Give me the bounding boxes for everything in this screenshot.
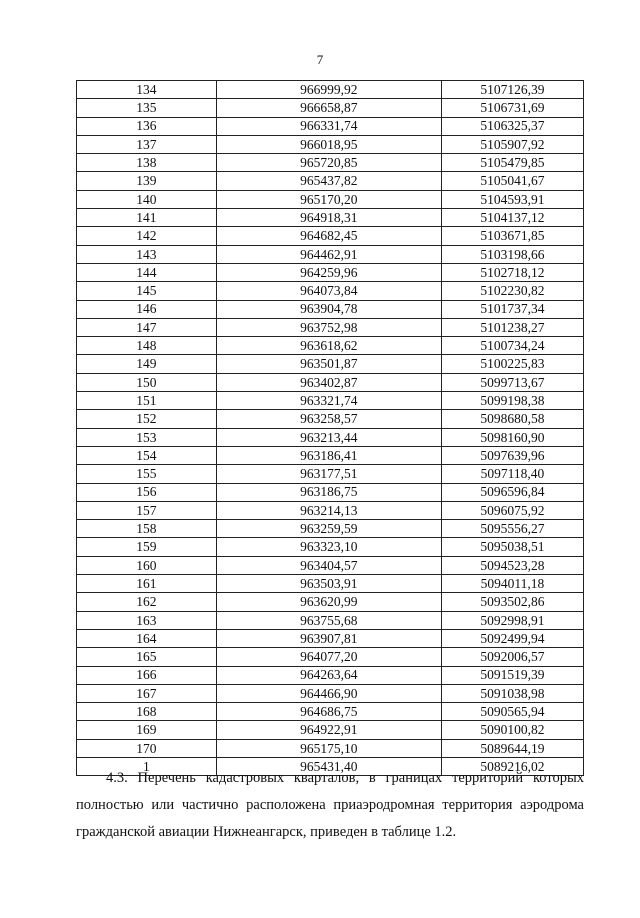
y-coordinate-cell: 5090565,94	[441, 703, 583, 721]
y-coordinate-cell: 5093502,86	[441, 593, 583, 611]
x-coordinate-cell: 963755,68	[216, 611, 441, 629]
y-coordinate-cell: 5089644,19	[441, 739, 583, 757]
point-number-cell: 153	[77, 428, 217, 446]
x-coordinate-cell: 963258,57	[216, 410, 441, 428]
table-row	[77, 209, 584, 227]
point-number-cell: 135	[77, 99, 217, 117]
x-coordinate-cell: 964462,91	[216, 245, 441, 263]
point-number-cell: 159	[77, 538, 217, 556]
point-number-cell: 134	[77, 81, 217, 99]
point-number-cell: 143	[77, 245, 217, 263]
table-row	[77, 172, 584, 190]
x-coordinate-cell: 964259,96	[216, 263, 441, 281]
y-coordinate-cell: 5094523,28	[441, 556, 583, 574]
point-number-cell: 138	[77, 154, 217, 172]
point-number-cell: 152	[77, 410, 217, 428]
point-number-cell: 1	[77, 757, 217, 775]
y-coordinate-cell: 5101238,27	[441, 318, 583, 336]
x-coordinate-cell: 964073,84	[216, 282, 441, 300]
y-coordinate-cell: 5094011,18	[441, 575, 583, 593]
table-row	[77, 465, 584, 483]
x-coordinate-cell: 966658,87	[216, 99, 441, 117]
y-coordinate-cell: 5103198,66	[441, 245, 583, 263]
table-row	[77, 684, 584, 702]
y-coordinate-cell: 5104137,12	[441, 209, 583, 227]
point-number-cell: 168	[77, 703, 217, 721]
point-number-cell: 139	[77, 172, 217, 190]
x-coordinate-cell: 963404,57	[216, 556, 441, 574]
point-number-cell: 150	[77, 373, 217, 391]
x-coordinate-cell: 966999,92	[216, 81, 441, 99]
x-coordinate-cell: 964922,91	[216, 721, 441, 739]
x-coordinate-cell: 964682,45	[216, 227, 441, 245]
x-coordinate-cell: 963907,81	[216, 629, 441, 647]
y-coordinate-cell: 5105907,92	[441, 135, 583, 153]
point-number-cell: 166	[77, 666, 217, 684]
y-coordinate-cell: 5092998,91	[441, 611, 583, 629]
table-row	[77, 703, 584, 721]
x-coordinate-cell: 963177,51	[216, 465, 441, 483]
table-row	[77, 721, 584, 739]
coordinates-table	[76, 80, 584, 776]
y-coordinate-cell: 5091038,98	[441, 684, 583, 702]
y-coordinate-cell: 5105041,67	[441, 172, 583, 190]
point-number-cell: 137	[77, 135, 217, 153]
point-number-cell: 164	[77, 629, 217, 647]
table-row	[77, 190, 584, 208]
x-coordinate-cell: 963402,87	[216, 373, 441, 391]
point-number-cell: 154	[77, 446, 217, 464]
y-coordinate-cell: 5106731,69	[441, 99, 583, 117]
x-coordinate-cell: 964918,31	[216, 209, 441, 227]
x-coordinate-cell: 965431,40	[216, 757, 441, 775]
table-row	[77, 501, 584, 519]
y-coordinate-cell: 5107126,39	[441, 81, 583, 99]
table-row	[77, 611, 584, 629]
table-row	[77, 154, 584, 172]
table-row	[77, 337, 584, 355]
table-row	[77, 282, 584, 300]
table-row	[77, 117, 584, 135]
table-row	[77, 300, 584, 318]
y-coordinate-cell: 5105479,85	[441, 154, 583, 172]
table-row	[77, 263, 584, 281]
page-number: 7	[316, 52, 324, 67]
y-coordinate-cell: 5091519,39	[441, 666, 583, 684]
x-coordinate-cell: 963259,59	[216, 520, 441, 538]
y-coordinate-cell: 5092499,94	[441, 629, 583, 647]
point-number-cell: 145	[77, 282, 217, 300]
table-row	[77, 373, 584, 391]
coordinates-table-body	[77, 81, 584, 776]
x-coordinate-cell: 964686,75	[216, 703, 441, 721]
table-row	[77, 648, 584, 666]
table-row	[77, 629, 584, 647]
x-coordinate-cell: 963620,99	[216, 593, 441, 611]
point-number-cell: 157	[77, 501, 217, 519]
y-coordinate-cell: 5098680,58	[441, 410, 583, 428]
table-row	[77, 666, 584, 684]
point-number-cell: 142	[77, 227, 217, 245]
point-number-cell: 146	[77, 300, 217, 318]
x-coordinate-cell: 964077,20	[216, 648, 441, 666]
x-coordinate-cell: 966331,74	[216, 117, 441, 135]
point-number-cell: 144	[77, 263, 217, 281]
x-coordinate-cell: 965720,85	[216, 154, 441, 172]
point-number-cell: 160	[77, 556, 217, 574]
point-number-cell: 141	[77, 209, 217, 227]
y-coordinate-cell: 5092006,57	[441, 648, 583, 666]
y-coordinate-cell: 5101737,34	[441, 300, 583, 318]
x-coordinate-cell: 963503,91	[216, 575, 441, 593]
x-coordinate-cell: 963213,44	[216, 428, 441, 446]
y-coordinate-cell: 5099198,38	[441, 392, 583, 410]
table-row	[77, 428, 584, 446]
y-coordinate-cell: 5100734,24	[441, 337, 583, 355]
section-paragraph: 4.3. Перечень кадастровых кварталов, в границах территорий которых полностью или частично расположена приаэродромная территория аэродрома гражданской авиации Нижнеангарск, приведен в таблице 1.2.	[76, 770, 584, 840]
table-row	[77, 593, 584, 611]
point-number-cell: 167	[77, 684, 217, 702]
table-row	[77, 410, 584, 428]
point-number-cell: 170	[77, 739, 217, 757]
table-row	[77, 99, 584, 117]
y-coordinate-cell: 5099713,67	[441, 373, 583, 391]
x-coordinate-cell: 963501,87	[216, 355, 441, 373]
table-row	[77, 245, 584, 263]
table-row	[77, 483, 584, 501]
table-row	[77, 81, 584, 99]
x-coordinate-cell: 964466,90	[216, 684, 441, 702]
point-number-cell: 162	[77, 593, 217, 611]
y-coordinate-cell: 5102230,82	[441, 282, 583, 300]
y-coordinate-cell: 5097118,40	[441, 465, 583, 483]
point-number-cell: 140	[77, 190, 217, 208]
x-coordinate-cell: 963323,10	[216, 538, 441, 556]
point-number-cell: 151	[77, 392, 217, 410]
x-coordinate-cell: 963214,13	[216, 501, 441, 519]
y-coordinate-cell: 5089216,02	[441, 757, 583, 775]
y-coordinate-cell: 5104593,91	[441, 190, 583, 208]
point-number-cell: 155	[77, 465, 217, 483]
x-coordinate-cell: 963904,78	[216, 300, 441, 318]
point-number-cell: 165	[77, 648, 217, 666]
x-coordinate-cell: 963752,98	[216, 318, 441, 336]
x-coordinate-cell: 964263,64	[216, 666, 441, 684]
y-coordinate-cell: 5090100,82	[441, 721, 583, 739]
y-coordinate-cell: 5095038,51	[441, 538, 583, 556]
y-coordinate-cell: 5098160,90	[441, 428, 583, 446]
x-coordinate-cell: 965175,10	[216, 739, 441, 757]
table-row	[77, 556, 584, 574]
point-number-cell: 169	[77, 721, 217, 739]
y-coordinate-cell: 5102718,12	[441, 263, 583, 281]
point-number-cell: 149	[77, 355, 217, 373]
point-number-cell: 147	[77, 318, 217, 336]
x-coordinate-cell: 963618,62	[216, 337, 441, 355]
y-coordinate-cell: 5097639,96	[441, 446, 583, 464]
x-coordinate-cell: 966018,95	[216, 135, 441, 153]
y-coordinate-cell: 5096075,92	[441, 501, 583, 519]
point-number-cell: 156	[77, 483, 217, 501]
x-coordinate-cell: 963186,75	[216, 483, 441, 501]
table-row	[77, 227, 584, 245]
table-row	[77, 446, 584, 464]
table-row	[77, 318, 584, 336]
table-row	[77, 520, 584, 538]
point-number-cell: 163	[77, 611, 217, 629]
table-row	[77, 575, 584, 593]
point-number-cell: 161	[77, 575, 217, 593]
y-coordinate-cell: 5106325,37	[441, 117, 583, 135]
x-coordinate-cell: 963321,74	[216, 392, 441, 410]
y-coordinate-cell: 5100225,83	[441, 355, 583, 373]
x-coordinate-cell: 965170,20	[216, 190, 441, 208]
point-number-cell: 148	[77, 337, 217, 355]
point-number-cell: 158	[77, 520, 217, 538]
x-coordinate-cell: 965437,82	[216, 172, 441, 190]
table-row	[77, 739, 584, 757]
table-row	[77, 538, 584, 556]
x-coordinate-cell: 963186,41	[216, 446, 441, 464]
table-row	[77, 392, 584, 410]
table-row	[77, 135, 584, 153]
y-coordinate-cell: 5096596,84	[441, 483, 583, 501]
y-coordinate-cell: 5103671,85	[441, 227, 583, 245]
point-number-cell: 136	[77, 117, 217, 135]
table-row	[77, 355, 584, 373]
y-coordinate-cell: 5095556,27	[441, 520, 583, 538]
